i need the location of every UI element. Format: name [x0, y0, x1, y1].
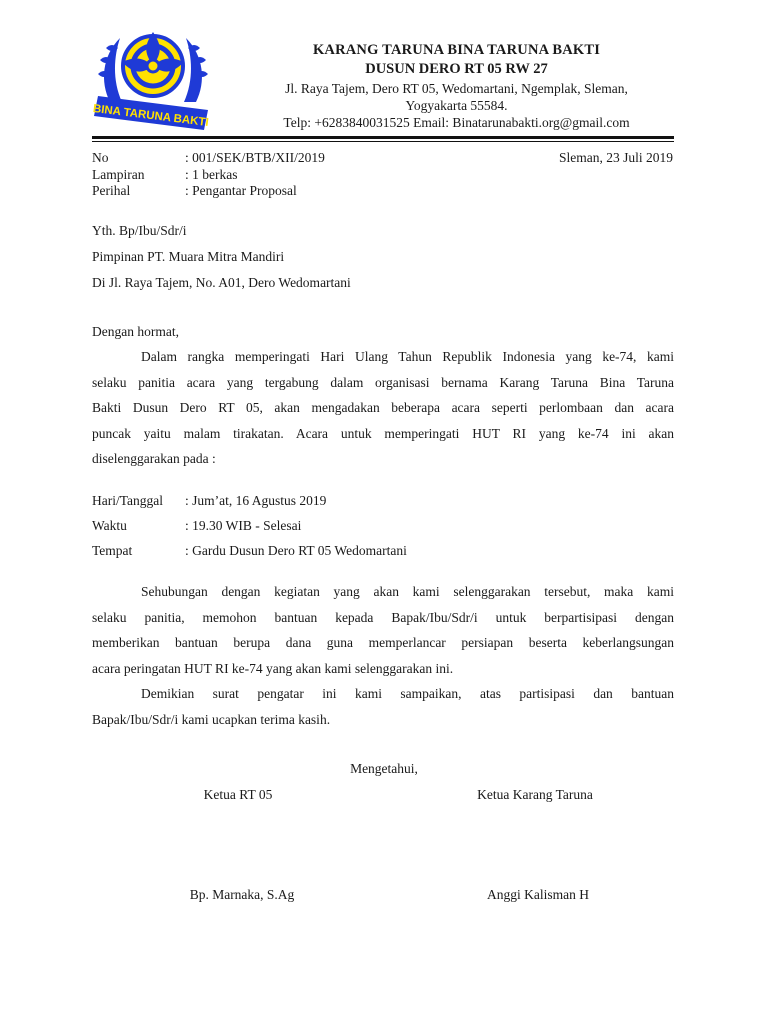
address-line-1: Jl. Raya Tajem, Dero RT 05, Wedomartani, Ngemplak, Sleman, [285, 81, 628, 96]
lampiran-label: Lampiran [92, 167, 145, 182]
paragraph-line: Bapak/Ibu/Sdr/i kami ucapkan terima kasih. [92, 711, 331, 727]
paragraph-line: selaku panitia acara yang tergabung dalam organisasi bernama Karang Taruna Bina Taruna [92, 374, 674, 390]
place-date: Sleman, 23 Juli 2019 [559, 150, 673, 165]
org-name: KARANG TARUNA BINA TARUNA BAKTI [312, 42, 601, 58]
paragraph-line: selaku panitia, memohon bantuan kepada Bapak/Ibu/Sdr/i untuk berpartisipasi dengan [92, 609, 674, 625]
event-time-value: : 19.30 WIB - Selesai [185, 518, 302, 533]
wreath-right-icon [184, 38, 208, 102]
paragraph-line: Sehubungan dengan kegiatan yang akan kami selenggarakan tersebut, maka kami [141, 584, 674, 599]
paragraph-line: Bakti Dusun Dero RT 05, akan mengadakan beberapa acara seperti perlombaan dan acara [92, 400, 674, 415]
no-value: : 001/SEK/BTB/XII/2019 [185, 150, 325, 165]
paragraph-line: acara peringatan HUT RI ke-74 yang akan kami selenggarakan ini. [92, 660, 454, 676]
event-day-value: : Jum’at, 16 Agustus 2019 [185, 493, 327, 508]
paragraph-line: memberikan bantuan berupa dana guna memperlancar persiapan beserta keberlangsungan [92, 635, 674, 650]
perihal-value: : Pengantar Proposal [185, 183, 297, 198]
paragraph-line: Demikian surat pengatar ini kami sampaikan, atas partisipasi dan bantuan [141, 686, 674, 701]
left-signatory-name: Bp. Marnaka, S.Ag [189, 887, 295, 902]
recipient-line-2: Pimpinan PT. Muara Mitra Mandiri [92, 249, 285, 264]
acknowledged-label: Mengetahui, [350, 761, 418, 776]
contact-line: Telp: +6283840031525 Email: Binatarunabakti.org@gmail.com [283, 115, 630, 130]
event-place-label: Tempat [92, 543, 133, 558]
lampiran-value: : 1 berkas [185, 167, 238, 182]
paragraph-line: Dalam rangka memperingati Hari Ulang Tahun Republik Indonesia yang ke-74, kami [141, 349, 674, 364]
event-day-label: Hari/Tanggal [92, 493, 164, 508]
letterhead-rule-thin [92, 141, 674, 142]
right-signatory-name: Anggi Kalisman H [487, 887, 589, 902]
salutation: Dengan hormat, [92, 324, 179, 339]
left-signatory-title: Ketua RT 05 [203, 787, 273, 802]
paragraph-line: diselenggarakan pada : [92, 451, 216, 466]
paragraph-line: puncak yaitu malam tirakatan. Acara untuk memperingati HUT RI yang ke-74 ini akan [92, 425, 674, 441]
letterhead-rule-thick [92, 136, 674, 139]
paragraph-request [92, 579, 674, 681]
paragraph-closing [92, 681, 674, 732]
no-label: No [92, 150, 109, 165]
cotton-flower-emblem-icon [122, 32, 184, 96]
event-place-value: : Gardu Dusun Dero RT 05 Wedomartani [185, 543, 407, 558]
recipient-line-1: Yth. Bp/Ibu/Sdr/i [92, 223, 187, 238]
perihal-label: Perihal [92, 183, 131, 198]
logo-banner-text: BINA TARUNA BAKTI [92, 102, 210, 130]
org-unit: DUSUN DERO RT 05 RW 27 [365, 61, 548, 77]
recipient-line-3: Di Jl. Raya Tajem, No. A01, Dero Wedomartani [92, 275, 351, 290]
event-time-label: Waktu [92, 518, 127, 533]
paragraph-intro [92, 344, 674, 472]
organization-logo [92, 22, 214, 134]
right-signatory-title: Ketua Karang Taruna [477, 787, 593, 802]
address-line-2: Yogyakarta 55584. [405, 98, 508, 113]
wreath-left-icon [98, 38, 122, 102]
